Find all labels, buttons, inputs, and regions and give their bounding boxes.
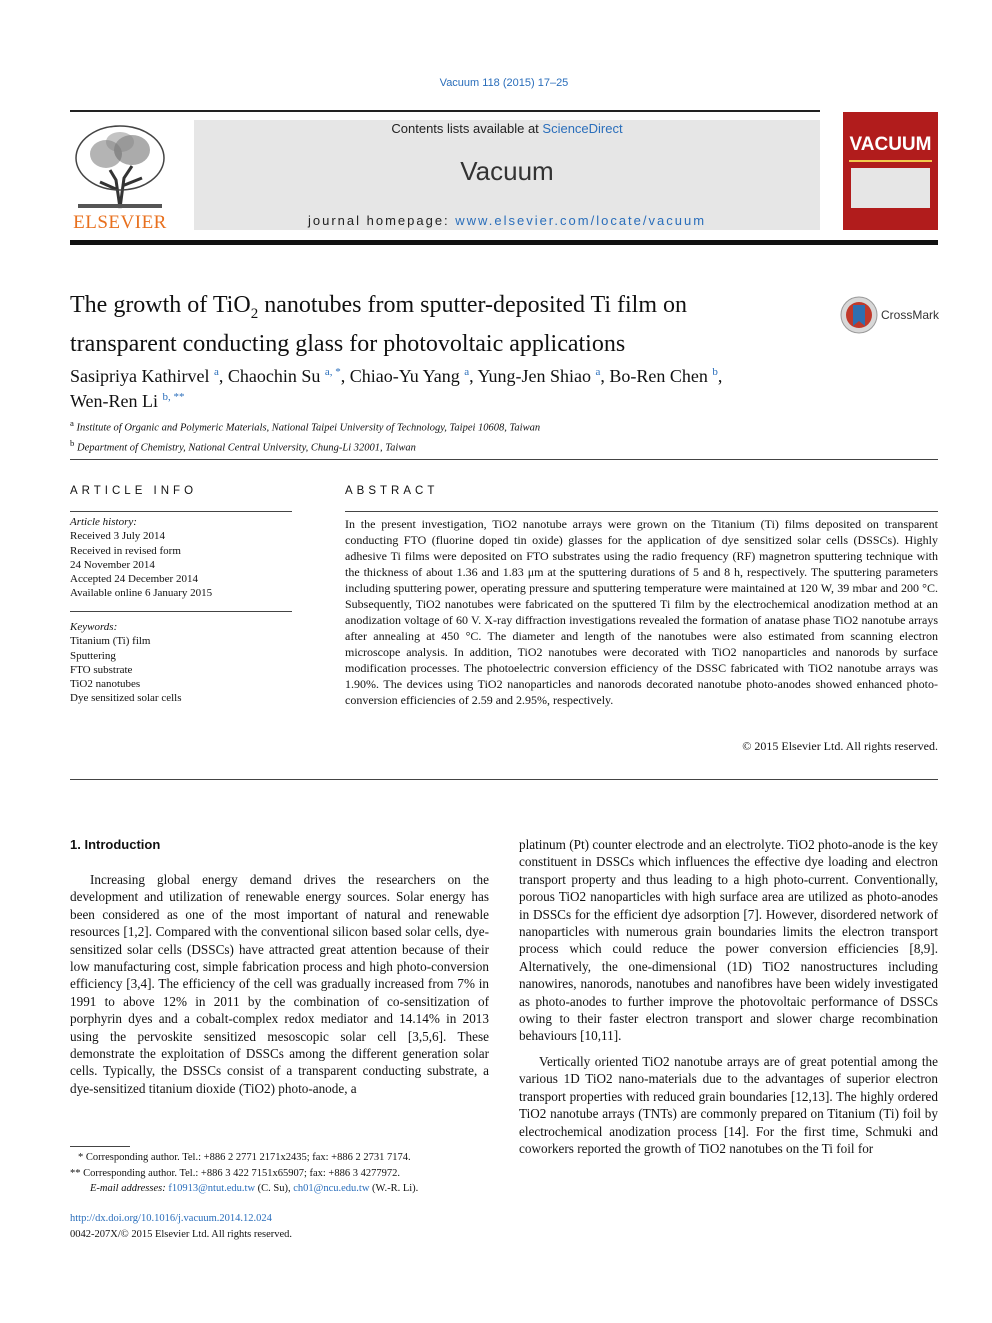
header-thick-rule [70, 240, 938, 245]
body-column-right [519, 836, 938, 1157]
footnotes [70, 1150, 490, 1197]
title-part1: The growth of TiO [70, 292, 251, 318]
author-name[interactable]: Wen-Ren Li [70, 391, 159, 411]
header-rule [70, 110, 820, 112]
crossmark-label: CrossMark [881, 308, 940, 322]
author-separator: , [340, 366, 350, 386]
crossmark-button[interactable] [840, 296, 940, 334]
keyword-item: Sputtering [70, 649, 116, 662]
homepage-link[interactable]: www.elsevier.com/locate/vacuum [455, 213, 707, 228]
body-column-left [70, 871, 489, 1097]
homepage-prefix: journal homepage: [307, 213, 456, 228]
footnote-1: * Corresponding author. Tel.: +886 2 2771 2171x2435; fax: +886 2 2731 7174. [78, 1152, 411, 1163]
affiliation-a-mark: a [70, 418, 74, 428]
history-item: Received 3 July 2014 [70, 530, 166, 543]
author-separator: , [218, 366, 228, 386]
doi-link[interactable]: http://dx.doi.org/10.1016/j.vacuum.2014.12.024 [70, 1213, 272, 1224]
keyword-item: FTO substrate [70, 663, 133, 676]
intro-paragraph-1: Increasing global energy demand drives the researchers on the development and utilization of renewable energy sources. Solar energy has been considered as one of the most important of natural and renewable resources [1,2]. Compared with the conventional silicon based solar cells, dye-sensitized solar cells (DSSCs) have attracted great attention because of their low manufacturing cost, simple fabrication process and high photo-conversion efficiency [3,4]. The efficiency of the cell was gradually increased from 7% in 1991 to above 12% in 2011 by the combination of co-sensitization of porphyrin dyes and a cobalt-complex redox mediator and 14.14% in 2013 using the pervoskite sensitized mesoscopic solar cell [3,5,6]. These demonstrate the exploitation of DSSCs among the different generation solar cells. Typically, the DSSCs consist of a transparent conducting substrate, a dye-sensitized titanium dioxide (TiO2) photo-anode, a [70, 872, 489, 1096]
article-info-heading: ARTICLE INFO [70, 485, 198, 497]
history-label: Article history: [70, 516, 137, 528]
cover-stripe [849, 160, 932, 162]
keyword-item: Dye sensitized solar cells [70, 692, 182, 705]
affiliation-a [70, 416, 770, 436]
history-item: Received in revised form [70, 544, 181, 557]
footnote-2: ** Corresponding author. Tel.: +886 3 422 7151x65907; fax: +886 3 4277972. [70, 1167, 400, 1179]
affiliation-b [70, 436, 770, 456]
history-item: Accepted 24 December 2014 [70, 573, 198, 586]
divider [70, 779, 938, 780]
footnote-rule [70, 1146, 130, 1147]
affiliation-b-text: Department of Chemistry, National Central University, Chung-Li 32001, Taiwan [77, 442, 416, 453]
email-owner-2: (W.-R. Li). [369, 1183, 419, 1194]
email-link-2[interactable]: ch01@ncu.edu.tw [293, 1183, 370, 1194]
author-list [70, 362, 830, 412]
elsevier-logo[interactable] [70, 120, 170, 232]
author-affiliation-mark[interactable]: a, * [324, 366, 341, 378]
elsevier-wordmark: ELSEVIER [73, 212, 167, 233]
divider [70, 511, 292, 512]
keyword-list [70, 634, 292, 705]
affiliation-b-mark: b [70, 437, 75, 448]
intro-paragraph-2: Vertically oriented TiO2 nanotube arrays are of great potential among the various 1D TiO2 nano-materials due to the advantages of superior electron transport properties with reduced grain boundaries [12,13]. The highly ordered TiO2 nanotube arrays (TNTs) are commonly prepared on Titanium (Ti) foil by electrochemical anodization process [14]. For the first time, Schmuki and coworkers reported the growth of TiO2 nanotubes on the Ti foil for [519, 1053, 938, 1156]
keywords [70, 620, 292, 706]
title-subscript: 2 [250, 305, 259, 322]
author-affiliation-mark[interactable]: b, ** [162, 391, 185, 403]
journal-citation[interactable]: Vacuum 118 (2015) 17–25 [439, 77, 569, 89]
author-name[interactable]: Sasipriya Kathirvel [70, 366, 210, 386]
author-name[interactable]: Chiao-Yu Yang [349, 366, 460, 386]
email-owner-1: (C. Su), [255, 1183, 294, 1194]
history-list [70, 529, 292, 600]
doi-block [70, 1211, 292, 1242]
journal-name: Vacuum [460, 156, 554, 186]
divider [345, 511, 938, 512]
journal-homepage [194, 213, 820, 228]
author-affiliation-mark[interactable]: b [712, 366, 718, 378]
issn-line: 0042-207X/© 2015 Elsevier Ltd. All rights reserved. [70, 1228, 293, 1240]
author-affiliation-mark[interactable]: a [213, 366, 219, 378]
author-name[interactable]: Bo-Ren Chen [609, 366, 708, 386]
keywords-label: Keywords: [70, 621, 118, 633]
author-affiliation-mark[interactable]: a [595, 366, 601, 378]
email-label: E-mail addresses: [90, 1183, 166, 1194]
divider [70, 459, 938, 460]
author-separator: , [469, 366, 478, 386]
journal-cover[interactable] [843, 112, 938, 230]
author-affiliation-mark[interactable]: a [464, 366, 470, 378]
abstract-heading: ABSTRACT [345, 485, 439, 497]
email-link-1[interactable]: f10913@ntut.edu.tw [168, 1183, 256, 1194]
keyword-item: Titanium (Ti) film [70, 635, 151, 648]
affiliation-a-text: Institute of Organic and Polymeric Materials, National Taipei University of Technology, Taipei 10608, Taiwan [76, 422, 541, 434]
author-name[interactable]: Yung-Jen Shiao [477, 366, 591, 386]
contents-prefix: Contents lists available at [391, 121, 543, 136]
divider [70, 611, 292, 612]
affiliations [70, 416, 770, 455]
keyword-item: TiO2 nanotubes [70, 678, 141, 691]
contents-line [194, 121, 820, 136]
section-heading-introduction: 1. Introduction [70, 837, 161, 852]
intro-paragraph-1-cont: platinum (Pt) counter electrode and an electrolyte. TiO2 photo-anode is the key constituent in DSSCs which influences the effective dye loading and electron transport property and thus leading to a high photo-current. Conventionally, porous TiO2 nanoparticles with high surface area are utilized as photo-anodes in DSSCs for the efficient dye adsorption [7]. However, disordered network of nanoparticles with numerous grain boundaries limits the electron transport process which could reduce the power conversion efficiencies [8,9]. Alternatively, the one-dimensional (1D) TiO2 nanostructures including nanowires, nanorods, nanotubes and nanofibres have been widely investigated as photo-anodes to further improve the photovoltaic performance of DSSCs owing to their faster electron transport and slower charge recombination behaviours [10,11]. [519, 837, 938, 1044]
email-line [70, 1181, 490, 1197]
article-title [70, 290, 770, 359]
history-item: 24 November 2014 [70, 558, 155, 571]
cover-title: VACUUM [849, 134, 932, 155]
article-history [70, 515, 292, 601]
abstract-copyright: © 2015 Elsevier Ltd. All rights reserved. [742, 739, 938, 753]
cover-figure [851, 168, 930, 208]
author-separator: , [717, 366, 723, 386]
title-part2: nanotubes from sputter-deposited Ti film on transparent conducting glass for photovoltaic applications [70, 292, 688, 357]
crossmark-icon [840, 296, 878, 334]
author-separator: , [600, 366, 610, 386]
sciencedirect-link[interactable]: ScienceDirect [542, 121, 623, 136]
abstract-text: In the present investigation, TiO2 nanotube arrays were grown on the Titanium (Ti) films deposited on transparent conducting FTO (fluorine doped tin oxide) glasses for the application of dye sensitized solar cells (DSSCs). Highly adhesive Ti films were deposited on FTO substrates using the radio frequency (RF) magnetron sputtering technique with the thickness of about 1.36 and 1.83 μm at the sputtering durations of 5 and 8 h, respectively. The sputtering parameters including sputtering power, operating pressure and sputtering temperature were maintained at 120 W, 39 mbar and 200 °C. Subsequently, TiO2 nanotubes were fabricated on the sputtered Ti film by the electrochemical anodization method at an anodization voltage of 60 V. X-ray diffraction investigations revealed the formation of anatase phase TiO2 nanotube arrays after annealing at 450 °C. The diameter and length of the nanotubes were also estimated from scanning electron microscope analysis. In addition, TiO2 nanotubes were decorated with TiO2 nanoparticles and nanorods by surface modification processes. The photoelectric conversion efficiency of the DSSC fabricated with TiO2 nanotube arrays was 1.90%. The devices using TiO2 nanoparticles and nanorods decorated nanotube photo-anodes showed enhanced photo-conversion efficiencies of 2.59 and 2.95%, respectively. [345, 517, 938, 707]
history-item: Available online 6 January 2015 [70, 587, 213, 600]
author-name[interactable]: Chaochin Su [227, 366, 321, 386]
